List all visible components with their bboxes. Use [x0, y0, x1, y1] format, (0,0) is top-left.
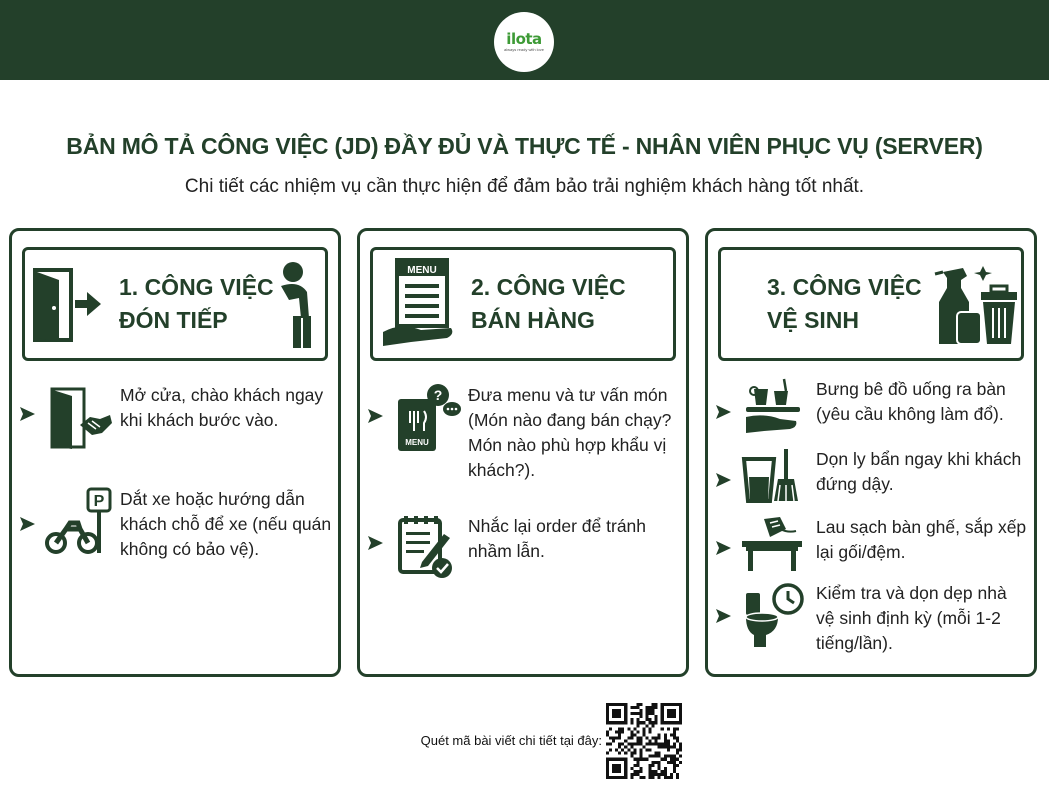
page-subtitle: Chi tiết các nhiệm vụ cần thực hiện để đảm bảo trải nghiệm khách hàng tốt nhất. [184, 176, 865, 197]
section-title-line1: 2. CÔNG VIỆC [471, 274, 626, 300]
arrow-icon [20, 407, 35, 421]
serving-tray-icon [740, 377, 806, 437]
order-check-icon [392, 514, 458, 580]
list-item [716, 515, 1028, 575]
glass-broom-icon [740, 447, 804, 505]
section-cleaning [705, 228, 1037, 677]
item-text: Mở cửa, chào khách ngay khi khách bước vào. [120, 385, 324, 430]
brand-logo[interactable] [494, 12, 554, 72]
section-header [718, 247, 1024, 361]
qr-label: Quét mã bài viết chi tiết tại đây: [420, 733, 602, 748]
section-title-line1: 1. CÔNG VIỆC [119, 274, 274, 300]
arrow-icon [716, 473, 731, 487]
arrow-icon [716, 609, 731, 623]
list-item [368, 383, 680, 483]
svg-text:MENU: MENU [405, 438, 429, 447]
list-item [20, 383, 332, 459]
section-title-line2: VỆ SINH [767, 307, 860, 333]
logo-tagline: always ready with love [503, 46, 545, 52]
arrow-icon [368, 536, 383, 550]
item-text: Nhắc lại order để tránh nhầm lẫn. [468, 516, 647, 561]
arrow-icon [716, 541, 731, 555]
menu-question-icon [392, 383, 462, 455]
list-item [20, 487, 332, 563]
section-header [370, 247, 676, 361]
section-reception [9, 228, 341, 677]
wipe-table-icon [740, 515, 806, 573]
logo-text: ilota [506, 29, 542, 48]
page-title: BẢN MÔ TẢ CÔNG VIỆC (JD) ĐẦY ĐỦ VÀ THỰC TẾ - NHÂN VIÊN PHỤC VỤ (SERVER) [66, 133, 983, 159]
cleaning-supplies-icon [933, 260, 1021, 350]
qr-code-icon[interactable] [606, 703, 682, 779]
list-item [368, 514, 680, 584]
list-item [716, 447, 1028, 507]
section-header [22, 247, 328, 361]
parking-motorbike-icon [44, 487, 116, 559]
arrow-icon [20, 517, 35, 531]
header-bar [0, 0, 1049, 80]
item-text: Dắt xe hoặc hướng dẫn khách chỗ để xe (nếu quán không có bảo vệ). [120, 489, 332, 559]
item-text: Dọn ly bẩn ngay khi khách đứng dậy. [816, 449, 1022, 494]
door-handshake-icon [44, 383, 114, 453]
item-text: Bưng bê đồ uống ra bàn (yêu cầu không làm đổ). [816, 379, 1006, 424]
arrow-icon [716, 405, 731, 419]
list-item [716, 581, 1028, 657]
section-title-line2: ĐÓN TIẾP [119, 307, 228, 333]
section-sales [357, 228, 689, 677]
section-title-line2: BÁN HÀNG [471, 307, 595, 333]
section-title-line1: 3. CÔNG VIỆC [767, 274, 922, 300]
svg-text:MENU: MENU [407, 265, 437, 276]
greeter-person-icon [271, 258, 321, 350]
menu-hand-icon [381, 258, 465, 350]
list-item [716, 377, 1028, 439]
item-text: Kiểm tra và dọn dẹp nhà vệ sinh định kỳ (mỗi 1-2 tiếng/lần). [816, 583, 1007, 653]
arrow-icon [368, 409, 383, 423]
svg-text:P: P [93, 493, 105, 510]
toilet-clock-icon [740, 583, 806, 651]
svg-text:?: ? [433, 387, 443, 403]
door-greeter-icon [33, 260, 117, 348]
item-text: Lau sạch bàn ghế, sắp xếp lại gối/đệm. [816, 517, 1027, 562]
item-text: Đưa menu và tư vấn món (Món nào đang bán chạy? Món nào phù hợp khẩu vị khách?). [468, 385, 672, 480]
